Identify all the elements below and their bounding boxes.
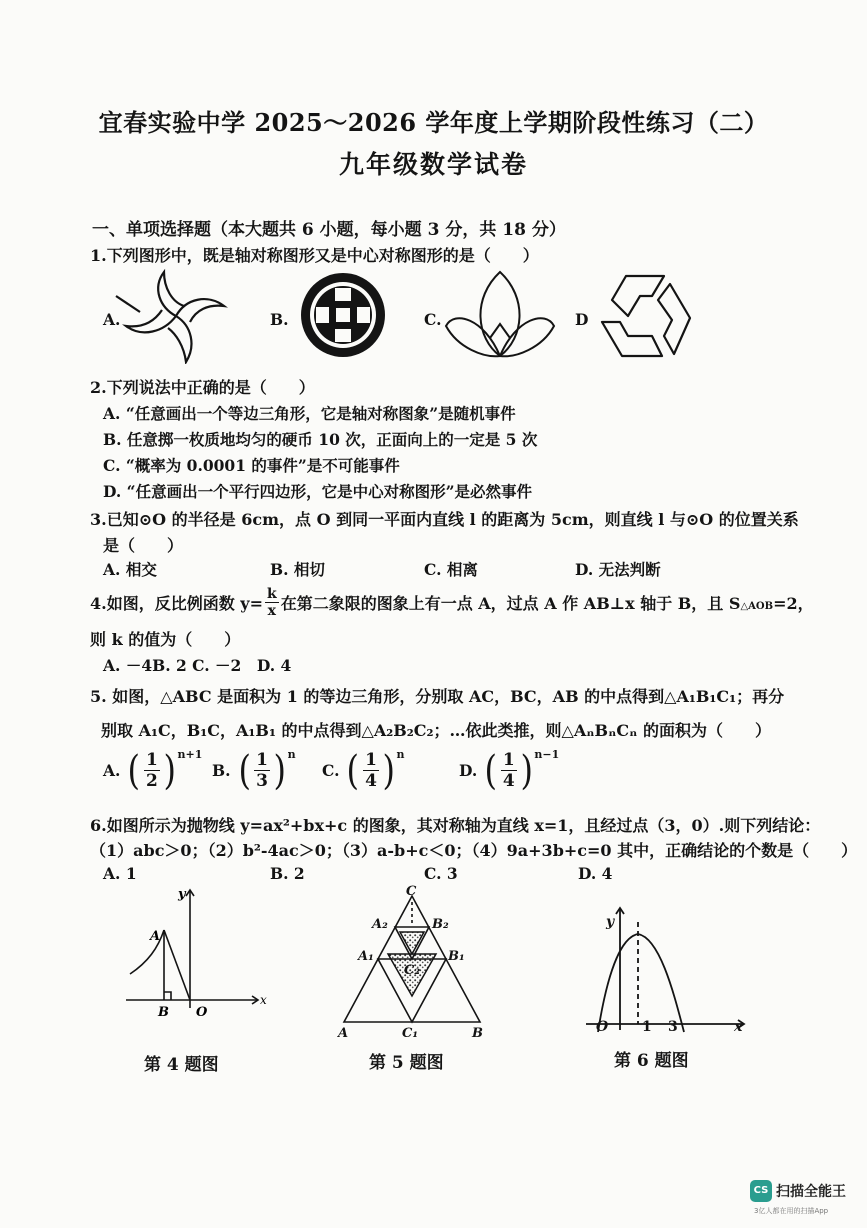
q1-label-d: D (575, 310, 589, 329)
q5-option-d: D. ( $\frac{1}{4}$ ) n−1 (459, 747, 560, 794)
fig5-a1-label: A₁ (358, 949, 374, 964)
q4-options: A. －4B. 2 C. －2 D. 4 (103, 656, 292, 675)
q3-option-b: B. 相切 (270, 560, 325, 579)
exam-title: 宜春实验中学 2025～2026 学年度上学期阶段性练习（二） (98, 108, 769, 137)
fig5-c1-label: C₁ (402, 1026, 419, 1040)
q4-stem-a: 4.如图，反比例函数 y= (90, 594, 263, 613)
q3-option-a: A. 相交 (103, 560, 157, 579)
fig5-c2-label: C₂ (404, 963, 421, 978)
q5-c-exp: n (396, 748, 405, 761)
fig4-y-label: y (178, 887, 186, 902)
q5-d-den: 4 (502, 771, 515, 791)
q4-frac-den: x (267, 603, 277, 619)
q2-stem: 2.下列说法中正确的是（ ） (90, 378, 315, 397)
q6-option-b: B. 2 (270, 864, 305, 883)
coin-figure (298, 270, 388, 360)
q6-stem: 6.如图所示为抛物线 y=ax²+bx+c 的图象，其对称轴为直线 x=1，且经过点（3，0）.则下列结论： (90, 816, 821, 835)
pinwheel-figure (112, 268, 232, 364)
q6-option-d: D. 4 (578, 864, 613, 883)
q2-option-b: B. 任意掷一枚质地均匀的硬币 10 次，正面向上的一定是 5 次 (103, 430, 538, 449)
q5-stem-cont: 别取 A₁C，B₁C，A₁B₁ 的中点得到△A₂B₂C₂；…依此类推，则△AₙBₙCₙ 的面积为（ ） (101, 721, 771, 740)
q4-stem (90, 586, 814, 619)
fig5-b-label: B (472, 1026, 483, 1040)
fig4-o-label: O (196, 1005, 208, 1020)
fig6-x-label: x (734, 1019, 743, 1034)
q1-label-a: A. (103, 310, 121, 329)
lotus-figure (444, 268, 556, 364)
q4-fraction (265, 586, 279, 619)
fig5-b1-label: B₁ (448, 949, 465, 964)
fig4-caption: 第 4 题图 (144, 1055, 219, 1075)
q5-option-b-label: B. (212, 761, 231, 780)
q4-stem-cont: 则 k 的值为（ ） (90, 630, 241, 649)
q5-d-num: 1 (502, 750, 515, 770)
q1-stem: 1.下列图形中，既是轴对称图形又是中心对称图形的是（ ） (90, 246, 539, 265)
q5-option-b: B. ( $\frac{1}{3}$ ) n (212, 747, 296, 794)
fig4-a-label: A (150, 929, 161, 944)
q5-a-exp: n+1 (177, 748, 203, 761)
q4-frac-num: k (266, 586, 277, 602)
q5-option-a: A. ( $\frac{1}{2}$ ) n+1 (103, 747, 203, 794)
q5-option-a-label: A. (103, 761, 121, 780)
figure-6 (584, 904, 754, 1034)
q5-a-num: 1 (146, 750, 158, 770)
q5-c-num: 1 (365, 750, 377, 770)
q3-option-c: C. 相离 (424, 560, 478, 579)
q1-label-c: C. (424, 310, 442, 329)
fig4-x-label: x (260, 993, 267, 1007)
figure-5 (334, 884, 494, 1040)
fig5-a-label: A (338, 1026, 349, 1040)
q6-option-c: C. 3 (424, 864, 458, 883)
section-heading: 一、单项选择题（本大题共 6 小题，每小题 3 分，共 18 分） (92, 220, 566, 240)
q3-option-d: D. 无法判断 (575, 560, 661, 579)
q3-stem: 3.已知⊙O 的半径是 6cm，点 O 到同一平面内直线 l 的距离为 5cm，则直线 l 与⊙O 的位置关系 (90, 510, 799, 529)
q5-b-exp: n (287, 748, 296, 761)
q6-option-a: A. 1 (103, 864, 137, 883)
fig6-tick-3: 3 (668, 1019, 678, 1034)
q4-stem-c: =2， (773, 594, 814, 613)
q5-a-den: 2 (146, 771, 158, 791)
q2-option-d: D. “任意画出一个平行四边形，它是中心对称图形”是必然事件 (103, 482, 533, 501)
q6-stem-cont: （1）abc＞0；（2）b²-4ac＞0；（3）a-b+c＜0；（4）9a+3b+c=0 其中，正确结论的个数是（ ） (90, 841, 858, 860)
q5-option-c-label: C. (322, 761, 340, 780)
q1-label-b: B. (270, 310, 289, 329)
q5-stem: 5. 如图，△ABC 是面积为 1 的等边三角形，分别取 AC，BC，AB 的中点得到△A₁B₁C₁；再分 (90, 687, 785, 706)
q5-option-c: C. ( $\frac{1}{4}$ ) n (322, 747, 405, 794)
fig6-y-label: y (606, 914, 615, 930)
camscanner-brand: 扫描全能王 (776, 1184, 846, 1200)
fig5-caption: 第 5 题图 (369, 1053, 444, 1073)
q5-c-den: 4 (365, 771, 377, 791)
camscanner-icon: CS (750, 1180, 772, 1202)
fig6-o-label: O (596, 1019, 609, 1034)
q5-d-exp: n−1 (534, 748, 560, 761)
q5-b-num: 1 (256, 750, 268, 770)
q4-stem-b: 在第二象限的图象上有一点 A，过点 A 作 AB⊥x 轴于 B，且 S (280, 594, 741, 613)
q3-stem-cont: 是（ ） (103, 536, 184, 555)
q4-subscript: △AOB (740, 601, 774, 612)
fig5-a2-label: A₂ (372, 917, 388, 932)
exam-subtitle: 九年级数学试卷 (338, 150, 528, 179)
camscanner-tagline: 3亿人都在用的扫描App (754, 1207, 829, 1215)
q5-option-d-label: D. (459, 761, 478, 780)
q2-option-a: A. “任意画出一个等边三角形，它是轴对称图象”是随机事件 (103, 404, 516, 423)
figure-4 (118, 882, 278, 1022)
q2-option-c: C. “概率为 0.0001 的事件”是不可能事件 (103, 456, 400, 475)
fig5-c-label: C (406, 884, 417, 899)
fig5-b2-label: B₂ (432, 917, 449, 932)
recycle-figure (598, 270, 694, 360)
fig4-b-label: B (158, 1005, 169, 1020)
q5-b-den: 3 (256, 771, 268, 791)
fig6-tick-1: 1 (642, 1019, 652, 1034)
fig6-caption: 第 6 题图 (614, 1051, 689, 1071)
